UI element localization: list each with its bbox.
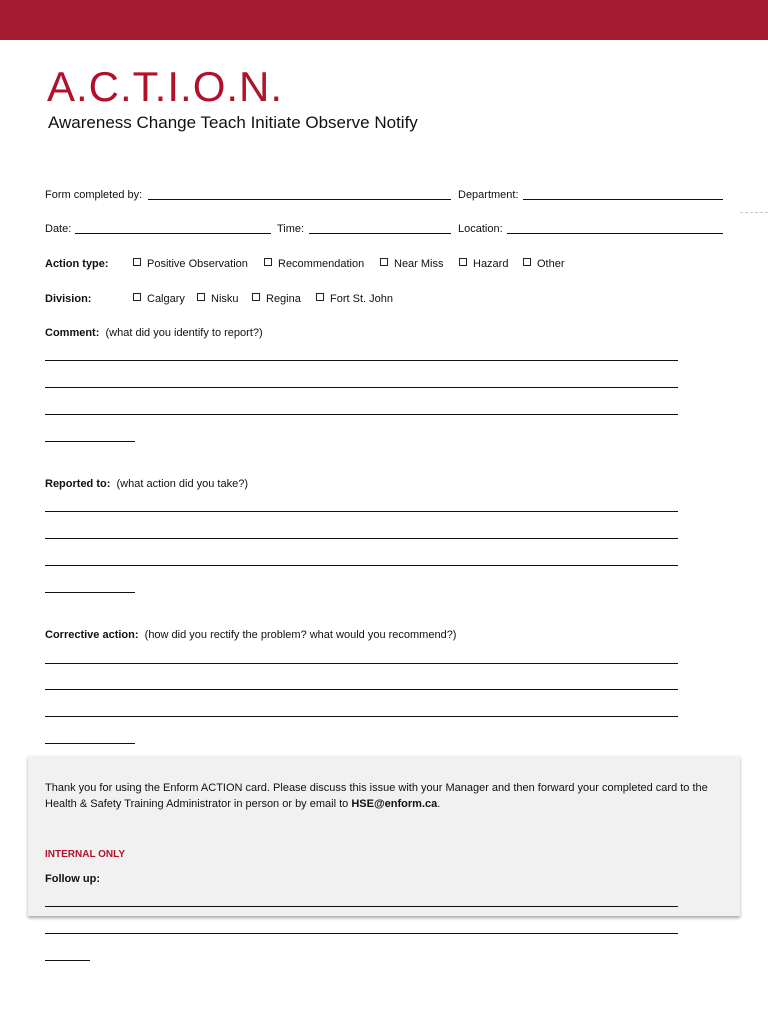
reported-to-hint: (what action did you take?) — [116, 478, 248, 490]
checkbox-regina[interactable] — [252, 292, 301, 306]
top-brand-bar — [0, 0, 768, 40]
department-label: Department: — [458, 189, 519, 201]
corrective-action-line-3[interactable] — [45, 716, 678, 717]
reported-to-line-4[interactable] — [45, 592, 135, 593]
checkbox-other[interactable] — [523, 257, 565, 271]
date-label: Date: — [45, 223, 72, 235]
checkbox-icon — [133, 293, 141, 301]
reported-to-line-3[interactable] — [45, 565, 678, 566]
checkbox-label: Regina — [266, 293, 301, 305]
comment-line-3[interactable] — [45, 414, 678, 415]
follow-up-label: Follow up: — [45, 873, 100, 885]
internal-only-label: INTERNAL ONLY — [45, 849, 126, 860]
corrective-action-line-1[interactable] — [45, 663, 678, 664]
checkbox-hazard[interactable] — [459, 257, 508, 271]
checkbox-label: Calgary — [147, 293, 185, 305]
footer-panel — [28, 756, 740, 916]
reported-to-label: Reported to: — [45, 478, 111, 490]
date-field[interactable] — [75, 233, 271, 234]
comment-line-4[interactable] — [45, 441, 135, 442]
checkbox-icon — [380, 258, 388, 266]
checkbox-positive-observation[interactable] — [133, 257, 248, 271]
follow-up-line-2[interactable] — [45, 933, 678, 934]
contact-email: HSE@enform.ca — [351, 798, 438, 810]
checkbox-label: Hazard — [473, 258, 509, 270]
checkbox-label: Other — [537, 258, 565, 270]
checkbox-label: Positive Observation — [147, 258, 248, 270]
form-completed-by-label: Form completed by: — [45, 189, 143, 201]
comment-line-1[interactable] — [45, 360, 678, 361]
corrective-action-hint: (how did you rectify the problem? what would you recommend?) — [144, 629, 457, 641]
checkbox-icon — [264, 258, 272, 266]
checkbox-icon — [252, 293, 260, 301]
reported-to-line-1[interactable] — [45, 511, 678, 512]
action-type-label: Action type: — [45, 258, 109, 270]
form-completed-by-field[interactable] — [148, 199, 451, 200]
checkbox-label: Nisku — [211, 293, 239, 305]
checkbox-calgary[interactable] — [133, 292, 185, 306]
page-edge-marker — [740, 212, 768, 213]
checkbox-label: Fort St. John — [330, 293, 393, 305]
footer-message-text: Thank you for using the Enform ACTION card. Please discuss this issue with your Manager and then forward your completed card to the Health & Safety Training Administrator in person or by email to — [45, 782, 708, 810]
department-field[interactable] — [523, 199, 723, 200]
follow-up-line-3[interactable] — [45, 960, 90, 961]
page-title: A.C.T.I.O.N. — [47, 63, 284, 110]
checkbox-icon — [197, 293, 205, 301]
comment-heading — [45, 326, 263, 340]
division-label: Division: — [45, 293, 92, 305]
corrective-action-heading — [45, 628, 456, 642]
reported-to-line-2[interactable] — [45, 538, 678, 539]
checkbox-recommendation[interactable] — [264, 257, 364, 271]
checkbox-icon — [459, 258, 467, 266]
checkbox-near-miss[interactable] — [380, 257, 444, 271]
comment-hint: (what did you identify to report?) — [105, 327, 263, 339]
checkbox-icon — [316, 293, 324, 301]
footer-message: Thank you for using the Enform ACTION card. Please discuss this issue with your Manager and then forward your completed card to the Health & Safety Training Administrator in person or by email to HSE@enform.ca. — [45, 782, 708, 810]
checkbox-label: Near Miss — [394, 258, 444, 270]
corrective-action-label: Corrective action: — [45, 629, 139, 641]
checkbox-label: Recommendation — [278, 258, 365, 270]
comment-line-2[interactable] — [45, 387, 678, 388]
checkbox-icon — [523, 258, 531, 266]
reported-to-heading — [45, 477, 248, 491]
checkbox-fort-st-john[interactable] — [316, 292, 393, 306]
follow-up-line-1[interactable] — [45, 906, 678, 907]
comment-label: Comment: — [45, 327, 100, 339]
corrective-action-line-4[interactable] — [45, 743, 135, 744]
checkbox-icon — [133, 258, 141, 266]
time-field[interactable] — [309, 233, 451, 234]
time-label: Time: — [277, 223, 305, 235]
corrective-action-line-2[interactable] — [45, 689, 678, 690]
location-field[interactable] — [507, 233, 723, 234]
location-label: Location: — [458, 223, 503, 235]
page-subtitle: Awareness Change Teach Initiate Observe Notify — [48, 113, 418, 132]
checkbox-nisku[interactable] — [197, 292, 239, 306]
